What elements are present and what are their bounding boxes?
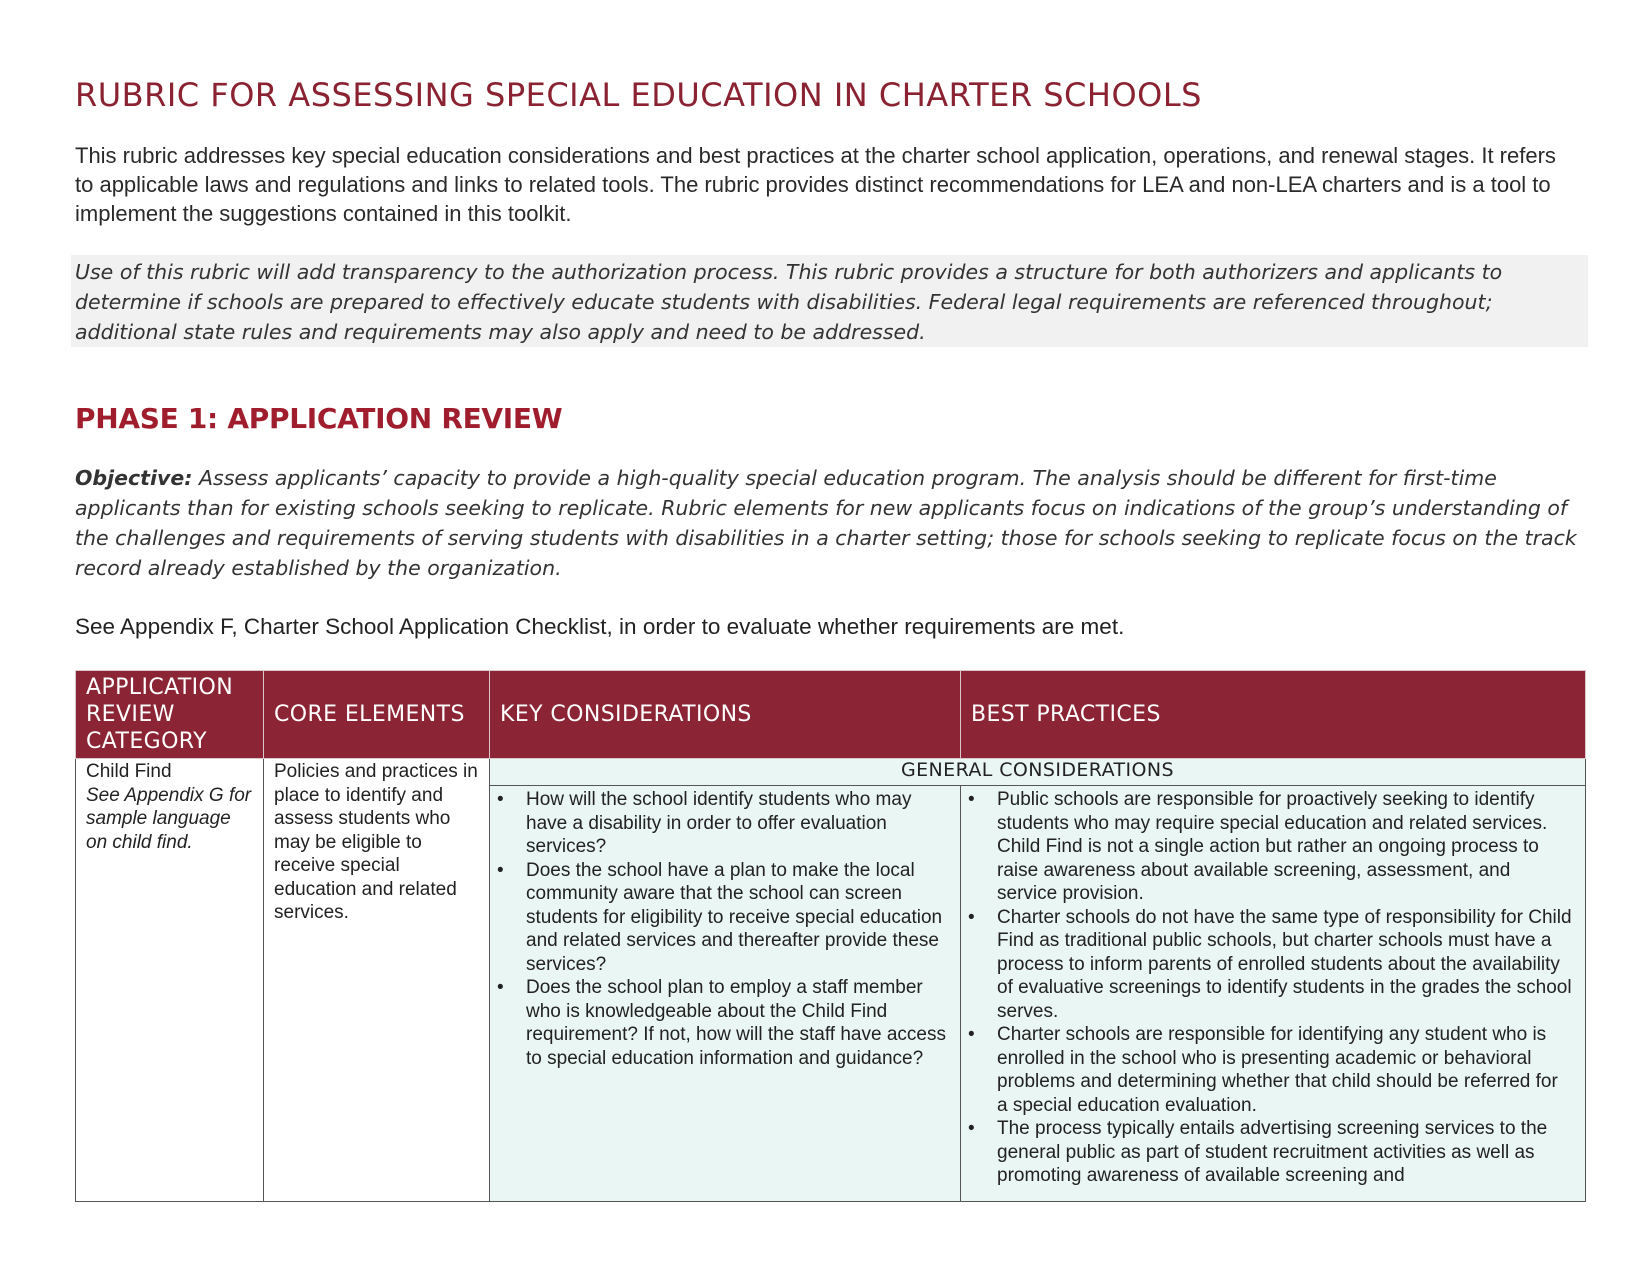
list-item: • Public schools are responsible for proactively seeking to identify students who may require special education and related services. Child Find is not a single action but rather an ongoing process to raise awareness about available screening, assessment, and service provision. (997, 788, 1573, 906)
category-note: See Appendix G for sample language on child find. (86, 784, 252, 853)
best-practices-cell (961, 786, 1586, 1202)
table-header-row (76, 671, 1586, 759)
table-row (76, 759, 1586, 786)
see-appendix-note: See Appendix F, Charter School Application Checklist, in order to evaluate whether requirements are met. (75, 614, 1125, 639)
category-cell (76, 759, 264, 1202)
phase-title: PHASE 1: APPLICATION REVIEW (75, 402, 563, 435)
rubric-table (75, 670, 1586, 1202)
objective-text: Assess applicants’ capacity to provide a high-quality special education program. The analysis should be different for first-time applicants than for existing schools seeking to replicate. Rubric elements for new applicants focus on indications of the group’s understanding of the challenges and requirements of serving students with disabilities in a charter setting; those for schools seeking to replicate focus on the track record already established by the organization. (75, 466, 1577, 580)
best-practices-list (961, 788, 1585, 1188)
core-elements-cell: Policies and practices in place to identify and assess students who may be eligible to receive special education and related services. (264, 759, 490, 1202)
header-best-practices: BEST PRACTICES (961, 671, 1586, 759)
objective-label: Objective: (75, 466, 193, 490)
list-item: • Charter schools do not have the same type of responsibility for Child Find as traditional public schools, but charter schools must have a process to inform parents of enrolled students about the availability of evaluative screenings to identify students in the grades the school serves. (997, 906, 1573, 1024)
list-item: • Does the school have a plan to make the local community aware that the school can screen students for eligibility to receive special education and related services and thereafter provide these services? (526, 859, 948, 977)
intro-paragraph: This rubric addresses key special education considerations and best practices at the charter school application, operations, and renewal stages. It refers to applicable laws and regulations and links to related tools. The rubric provides distinct recommendations for LEA and non-LEA charters and is a tool to implement the suggestions contained in this toolkit. (75, 143, 1556, 226)
category-name: Child Find (86, 761, 172, 782)
key-considerations-list (490, 788, 960, 1070)
header-core-elements: CORE ELEMENTS (264, 671, 490, 759)
list-item: • Does the school plan to employ a staff member who is knowledgeable about the Child Find requirement? If not, how will the staff have access to special education information and guidance? (526, 976, 948, 1070)
document-title: RUBRIC FOR ASSESSING SPECIAL EDUCATION IN CHARTER SCHOOLS (75, 76, 1202, 114)
list-item: • The process typically entails advertising screening services to the general public as part of student recruitment activities as well as promoting awareness of available screening and (997, 1117, 1573, 1188)
objective-paragraph (75, 463, 1585, 583)
list-item: • Charter schools are responsible for identifying any student who is enrolled in the school who is presenting academic or behavioral problems and determining whether that child should be referred for a special education evaluation. (997, 1023, 1573, 1117)
key-considerations-cell (490, 786, 961, 1202)
general-considerations-label: GENERAL CONSIDERATIONS (490, 759, 1586, 786)
callout-box: Use of this rubric will add transparency to the authorization process. This rubric provides a structure for both authorizers and applicants to determine if schools are prepared to effectively educate students with disabilities. Federal legal requirements are referenced throughout; additional state rules and requirements may also apply and need to be addressed. (71, 255, 1588, 347)
list-item: • How will the school identify students who may have a disability in order to offer evaluation services? (526, 788, 948, 859)
header-category: APPLICATION REVIEW CATEGORY (76, 671, 264, 759)
header-key-considerations: KEY CONSIDERATIONS (490, 671, 961, 759)
